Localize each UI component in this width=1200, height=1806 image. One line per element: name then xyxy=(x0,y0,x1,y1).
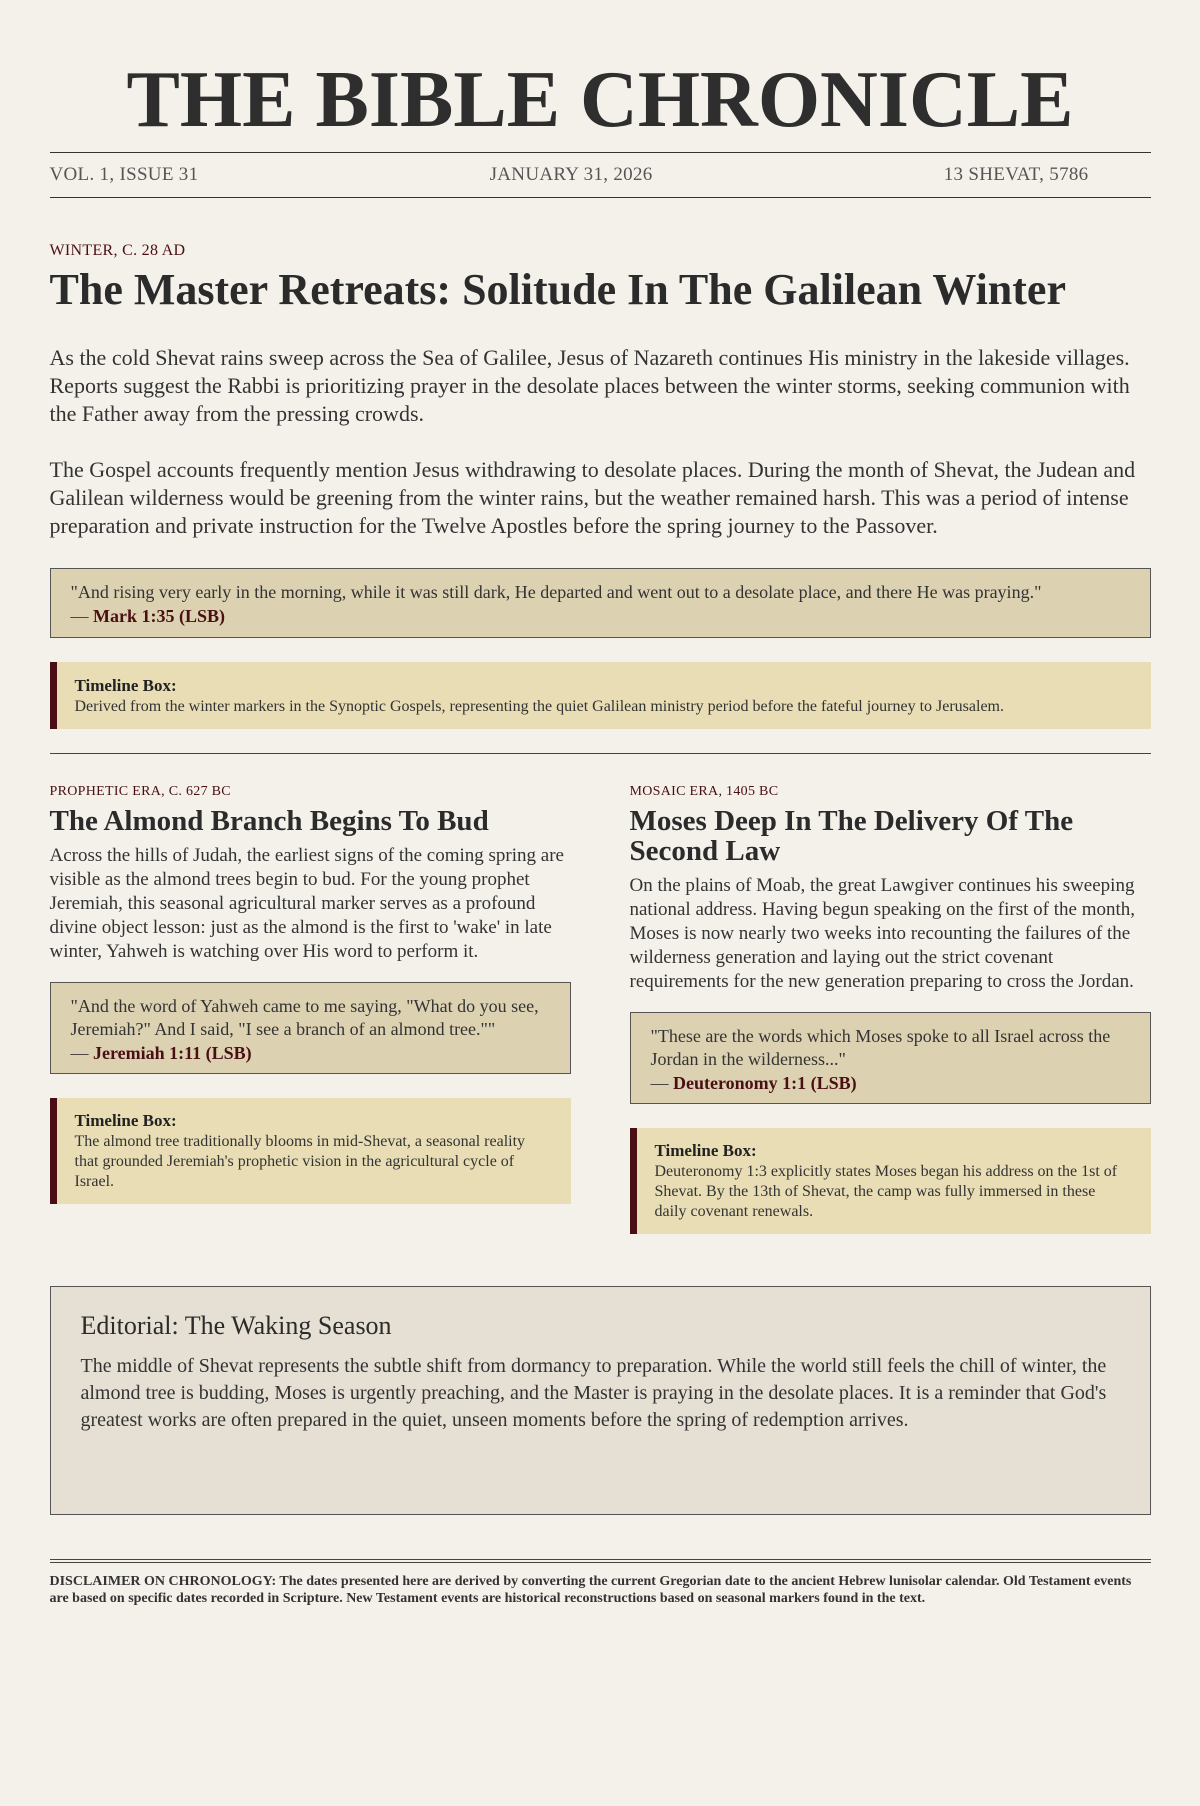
right-timeline-box xyxy=(630,1128,1151,1234)
quote-dash: — xyxy=(650,1073,669,1093)
volume-issue: VOL. 1, ISSUE 31 xyxy=(49,164,199,185)
lead-paragraph: As the cold Shevat rains sweep across the Sea of Galilee, Jesus of Nazareth continues His ministry in the lakeside villages. Reports suggest the Rabbi is prioritizing prayer in the desolate places between the winter storms, seeking communion with the Father away from the pressing crowds. xyxy=(49,345,1130,426)
left-article xyxy=(50,784,571,1234)
timeline-text: Deuteronomy 1:3 explicitly states Moses began his address on the 1st of Shevat. By the 13th of Shevat, the camp was fully immersed in these daily covenant renewals. xyxy=(654,1163,1118,1220)
left-kicker: PROPHETIC ERA, C. 627 BC xyxy=(49,784,231,799)
newspaper-page xyxy=(50,0,1151,1607)
timeline-title: Timeline Box: xyxy=(74,1111,177,1130)
quote-dash: — xyxy=(70,1043,89,1063)
dateline xyxy=(50,152,1151,198)
chronology-disclaimer: DISCLAIMER ON CHRONOLOGY: The dates presented here are derived by converting the current Gregorian date to the ancient Hebrew lunisolar calendar. Old Testament events are based on specific dates recorded in Scripture. New Testament events are historical reconstructions based on seasonal markers found in the text. xyxy=(50,1559,1151,1607)
quote-reference xyxy=(71,604,1130,628)
hebrew-date: 13 SHEVAT, 5786 xyxy=(943,164,1089,185)
right-article xyxy=(630,784,1151,1234)
left-timeline-box xyxy=(50,1098,571,1204)
lead-scripture-quote xyxy=(50,568,1151,638)
right-scripture-quote xyxy=(630,1012,1151,1104)
left-headline: The Almond Branch Begins To Bud xyxy=(49,805,489,837)
editorial-text: The middle of Shevat represents the subtle shift from dormancy to preparation. While the world still feels the chill of winter, the almond tree is budding, Moses is urgently preaching, and the Master is praying in the desolate places. It is a reminder that God's greatest works are often prepared in the quiet, unseen moments before the spring of redemption arrives. xyxy=(80,1355,1107,1431)
right-body: On the plains of Moab, the great Lawgiver continues his sweeping national address. Having begun speaking on the first of the month, Moses is now nearly two weeks into recounting the failures of the wilderness generation and laying out the strict covenant requirements for the new generation preparing to cross the Jordan. xyxy=(629,875,1136,992)
right-kicker: MOSAIC ERA, 1405 BC xyxy=(629,784,779,799)
lead-article xyxy=(50,242,1151,729)
quote-dash: — xyxy=(70,606,89,626)
quote-reference xyxy=(71,1041,550,1065)
lead-timeline-box xyxy=(50,662,1151,729)
article-columns xyxy=(50,784,1151,1234)
lead-kicker: WINTER, C. 28 AD xyxy=(49,242,186,259)
left-scripture-quote xyxy=(50,982,571,1074)
quote-reference-text: Mark 1:35 (LSB) xyxy=(93,606,225,626)
timeline-text: Derived from the winter markers in the Synoptic Gospels, representing the quiet Galilean ministry period before the fateful journey to Jerusalem. xyxy=(74,698,1004,715)
timeline-text: The almond tree traditionally blooms in mid-Shevat, a seasonal reality that grounded Jeremiah's prophetic vision in the agricultural cycle of Israel. xyxy=(74,1133,526,1190)
timeline-title: Timeline Box: xyxy=(74,676,177,695)
right-headline: Moses Deep In The Delivery Of The Second Law xyxy=(629,805,1074,867)
left-body: Across the hills of Judah, the earliest signs of the coming spring are visible as the almond trees begin to bud. For the young prophet Jeremiah, this seasonal agricultural marker serves as a profound divine object lesson: just as the almond is the first to 'wake' in late winter, Yahweh is watching over His word to perform it. xyxy=(49,845,564,962)
quote-text: "These are the words which Moses spoke to all Israel across the Jordan in the wilderness..." xyxy=(650,1026,1111,1069)
timeline-title: Timeline Box: xyxy=(654,1141,757,1160)
quote-text: "And the word of Yahweh came to me saying, "What do you see, Jeremiah?" And I said, "I see a branch of an almond tree."" xyxy=(70,996,539,1039)
lead-paragraph: The Gospel accounts frequently mention Jesus withdrawing to desolate places. During the month of Shevat, the Judean and Galilean wilderness would be greening from the winter rains, but the weather remained harsh. This was a period of intense preparation and private instruction for the Twelve Apostles before the spring journey to the Passover. xyxy=(49,457,1136,538)
editorial-title: Editorial: The Waking Season xyxy=(80,1311,392,1340)
lead-headline: The Master Retreats: Solitude In The Galilean Winter xyxy=(49,265,1066,314)
gregorian-date: JANUARY 31, 2026 xyxy=(489,164,653,185)
quote-text: "And rising very early in the morning, while it was still dark, He departed and went out to a desolate place, and there He was praying." xyxy=(70,582,1042,602)
masthead-title: THE BIBLE CHRONICLE xyxy=(126,56,1074,144)
quote-reference-text: Jeremiah 1:11 (LSB) xyxy=(93,1043,252,1063)
section-divider xyxy=(50,753,1151,754)
editorial-box xyxy=(50,1286,1151,1515)
quote-reference-text: Deuteronomy 1:1 (LSB) xyxy=(673,1073,857,1093)
quote-reference xyxy=(651,1071,1130,1095)
